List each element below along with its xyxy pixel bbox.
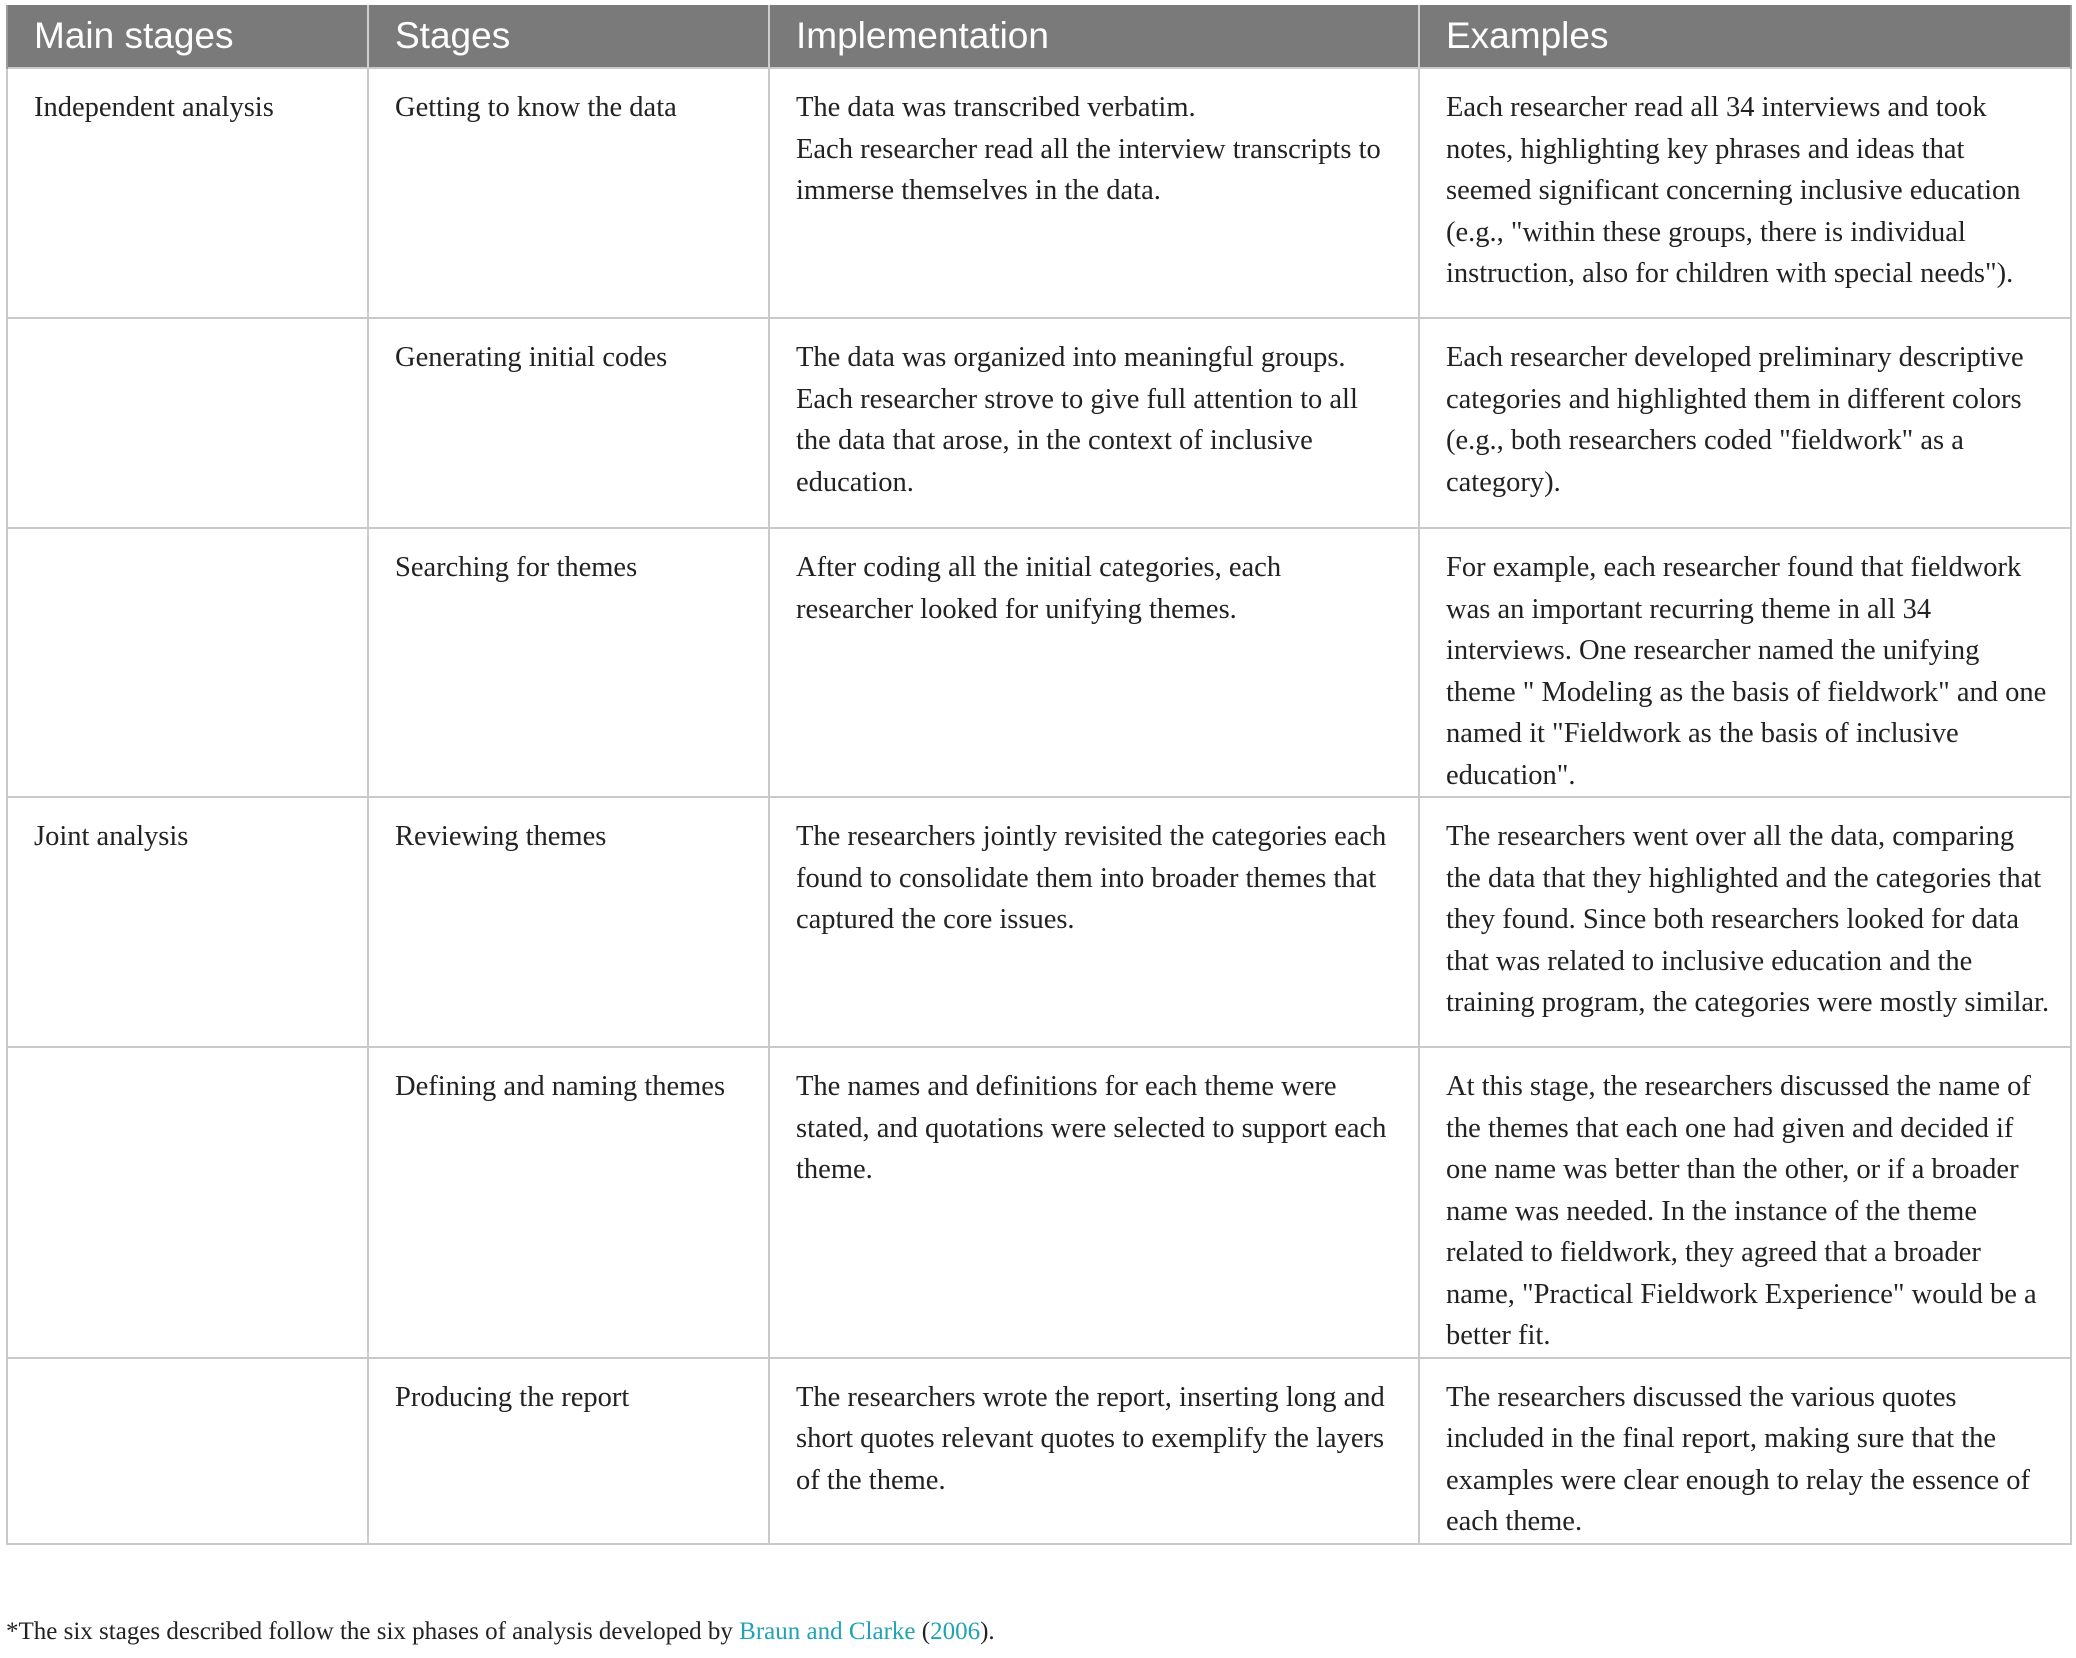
cell-stage: Getting to know the data	[368, 68, 769, 318]
cell-main-stage: Independent analysis	[7, 68, 368, 318]
footnote-open-paren: (	[915, 1618, 931, 1645]
cell-main-stage	[7, 528, 368, 797]
cell-main-stage	[7, 1047, 368, 1358]
cell-examples: For example, each researcher found that fieldwork was an important recurring theme in all 34 interviews. One researcher named the unifying theme " Modeling as the basis of fieldwork" and one named it "Fieldwork as the basis of inclusive education".	[1419, 528, 2071, 797]
footnote-suffix: ).	[980, 1618, 995, 1645]
header-stages: Stages	[368, 5, 769, 68]
header-implementation: Implementation	[769, 5, 1419, 68]
cell-implementation: After coding all the initial categories, each researcher looked for unifying themes.	[769, 528, 1419, 797]
citation-link-authors[interactable]: Braun and Clarke	[739, 1618, 916, 1645]
cell-implementation: The researchers jointly revisited the categories each found to consolidate them into broader themes that captured the core issues.	[769, 797, 1419, 1047]
cell-examples: Each researcher developed preliminary descriptive categories and highlighted them in different colors (e.g., both researchers coded "fieldwork" as a category).	[1419, 318, 2071, 528]
table-row	[7, 68, 2071, 318]
table-footnote	[6, 1618, 995, 1646]
header-main-stages: Main stages	[7, 5, 368, 68]
cell-implementation: The data was organized into meaningful groups. Each researcher strove to give full attention to all the data that arose, in the context of inclusive education.	[769, 318, 1419, 528]
cell-main-stage	[7, 1358, 368, 1544]
citation-link-year[interactable]: 2006	[930, 1618, 981, 1645]
cell-main-stage	[7, 318, 368, 528]
cell-implementation: The researchers wrote the report, inserting long and short quotes relevant quotes to exemplify the layers of the theme.	[769, 1358, 1419, 1544]
cell-examples: The researchers went over all the data, comparing the data that they highlighted and the categories that they found. Since both researchers looked for data that was related to inclusive education and the training program, the categories were mostly similar.	[1419, 797, 2071, 1047]
analysis-stages-table	[6, 5, 2072, 1545]
cell-stage: Producing the report	[368, 1358, 769, 1544]
table-row	[7, 1047, 2071, 1358]
cell-implementation: The names and definitions for each theme were stated, and quotations were selected to support each theme.	[769, 1047, 1419, 1358]
cell-examples: Each researcher read all 34 interviews and took notes, highlighting key phrases and ideas that seemed significant concerning inclusive education (e.g., "within these groups, there is individual instruction, also for children with special needs").	[1419, 68, 2071, 318]
cell-implementation	[769, 68, 1419, 318]
cell-stage: Searching for themes	[368, 528, 769, 797]
cell-stage: Generating initial codes	[368, 318, 769, 528]
header-row	[7, 5, 2071, 68]
table-row	[7, 528, 2071, 797]
table-row	[7, 1358, 2071, 1544]
header-examples: Examples	[1419, 5, 2071, 68]
cell-stage: Reviewing themes	[368, 797, 769, 1047]
cell-main-stage: Joint analysis	[7, 797, 368, 1047]
cell-stage: Defining and naming themes	[368, 1047, 769, 1358]
table-body	[7, 68, 2071, 1544]
table-row	[7, 318, 2071, 528]
implementation-line: The data was transcribed verbatim.	[796, 92, 1196, 123]
table-header	[7, 5, 2071, 68]
footnote-text: *The six stages described follow the six phases of analysis developed by	[6, 1618, 740, 1645]
stages-table-container	[6, 5, 2070, 1545]
implementation-line: Each researcher read all the interview transcripts to immerse themselves in the data.	[796, 133, 1381, 206]
cell-examples: At this stage, the researchers discussed the name of the themes that each one had given and decided if one name was better than the other, or if a broader name was needed. In the instance of the theme related to fieldwork, they agreed that a broader name, "Practical Fieldwork Experience" would be a better fit.	[1419, 1047, 2071, 1358]
table-row	[7, 797, 2071, 1047]
cell-examples: The researchers discussed the various quotes included in the final report, making sure that the examples were clear enough to relay the essence of each theme.	[1419, 1358, 2071, 1544]
